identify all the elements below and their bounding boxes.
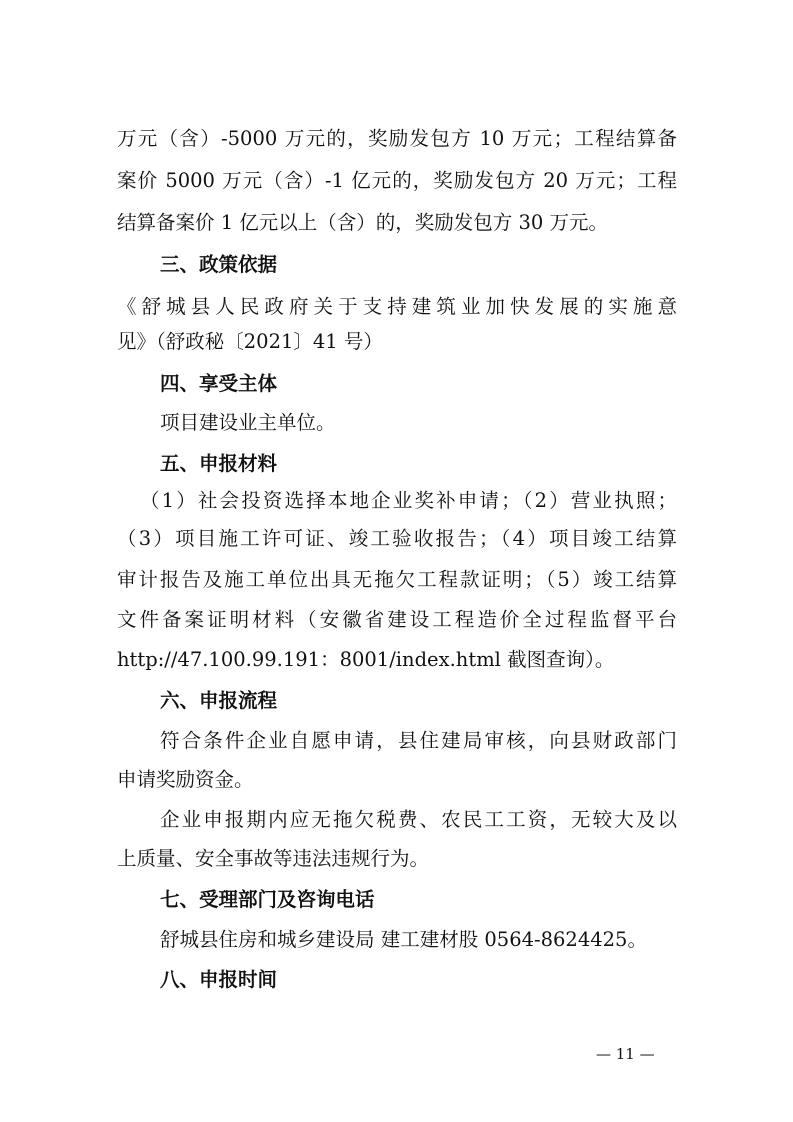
paragraph-line: （1）社会投资选择本地企业奖补申请；（2）营业执照；	[140, 489, 677, 512]
section-heading-contact: 七、受理部门及咨询电话	[160, 888, 375, 911]
paragraph-line: 上质量、安全事故等违法违规行为。	[117, 847, 430, 870]
section-heading-application-time: 八、申报时间	[160, 968, 278, 991]
paragraph-line: 符合条件企业自愿申请，县住建局审核，向县财政部门	[160, 729, 677, 752]
paragraph-line: 申请奖励资金。	[117, 768, 254, 791]
paragraph-line: 企业申报期内应无拖欠税费、农民工工资，无较大及以	[160, 808, 677, 831]
paragraph-line: http://47.100.99.191：8001/index.html 截图查询）。	[117, 648, 615, 671]
paragraph-line: （3）项目施工许可证、竣工验收报告；（4）项目竣工结算	[117, 527, 677, 550]
paragraph-line: 见》（舒政秘〔2021〕41 号）	[117, 330, 383, 353]
section-heading-policy-basis: 三、政策依据	[160, 253, 278, 276]
paragraph-line: 万元（含）-5000 万元的，奖励发包方 10 万元；工程结算备	[117, 127, 677, 150]
paragraph-line: 案价 5000 万元（含）-1 亿元的，奖励发包方 20 万元；工程	[117, 169, 677, 192]
section-heading-process: 六、申报流程	[160, 689, 278, 712]
paragraph-line: 审计报告及施工单位出具无拖欠工程款证明；（5）竣工结算	[117, 568, 677, 591]
paragraph-line: 《舒城县人民政府关于支持建筑业加快发展的实施意	[117, 295, 677, 318]
paragraph-line: 结算备案价 1 亿元以上（含）的，奖励发包方 30 万元。	[117, 211, 609, 234]
section-heading-beneficiary: 四、享受主体	[160, 372, 278, 395]
paragraph-line: 项目建设业主单位。	[160, 411, 336, 434]
paragraph-line: 舒城县住房和城乡建设局 建工建材股 0564-8624425。	[160, 928, 647, 951]
page-number: — 11 —	[596, 1045, 655, 1063]
section-heading-materials: 五、申报材料	[160, 452, 278, 475]
paragraph-line: 文件备案证明材料（安徽省建设工程造价全过程监督平台	[117, 608, 677, 631]
